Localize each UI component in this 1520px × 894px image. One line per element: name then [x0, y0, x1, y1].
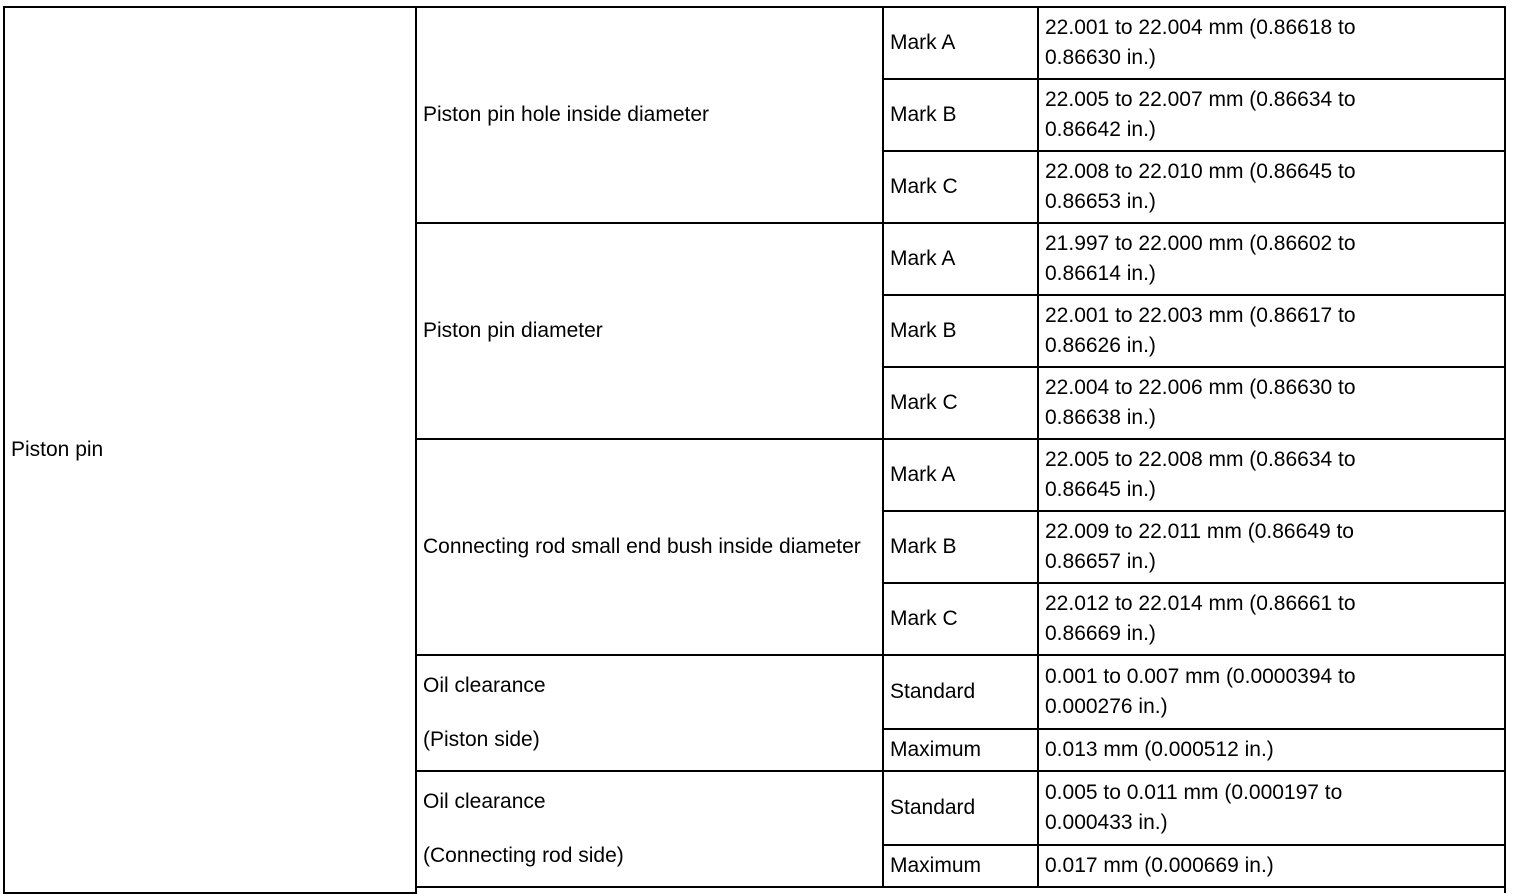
group-label: Piston pin [11, 438, 104, 461]
grade-label: Mark A [890, 247, 956, 270]
grade-label: Mark B [890, 319, 957, 342]
grade-cell [883, 439, 1038, 511]
section-label: Piston pin hole inside diameter [423, 103, 710, 126]
value-line: 0.86657 in.) [1045, 550, 1156, 573]
grade-cell [883, 367, 1038, 439]
value-cell [1038, 845, 1505, 887]
value-cell [1038, 79, 1505, 151]
grade-label: Maximum [890, 854, 982, 877]
value-line: 22.005 to 22.007 mm (0.86634 to [1045, 88, 1356, 111]
value-line: 0.000276 in.) [1045, 695, 1168, 718]
value-cell [1038, 771, 1505, 845]
value-cell [1038, 151, 1505, 223]
value-line: 0.86653 in.) [1045, 190, 1156, 213]
value-line: 0.86626 in.) [1045, 334, 1156, 357]
spacer [423, 701, 876, 725]
section-cell-pin-diameter [416, 223, 883, 439]
grade-label: Standard [890, 680, 976, 703]
group-cell-piston-pin [4, 7, 416, 893]
value-line: 22.001 to 22.003 mm (0.86617 to [1045, 304, 1356, 327]
continuation-cell [416, 887, 1505, 893]
value-cell [1038, 223, 1505, 295]
section-cell-pin-hole-diameter [416, 7, 883, 223]
grade-cell [883, 151, 1038, 223]
value-line: 22.009 to 22.011 mm (0.86649 to [1045, 520, 1354, 543]
section-sublabel: (Connecting rod side) [423, 844, 624, 867]
value-line: 0.005 to 0.011 mm (0.000197 to [1045, 781, 1343, 804]
table-row [4, 7, 1505, 79]
grade-cell [883, 223, 1038, 295]
value-line: 0.86614 in.) [1045, 262, 1156, 285]
section-label: Oil clearance [423, 790, 546, 813]
value-cell [1038, 655, 1505, 729]
spacer [423, 817, 876, 841]
piston-pin-spec-table [3, 6, 1506, 894]
grade-label: Mark C [890, 391, 958, 414]
grade-cell [883, 295, 1038, 367]
value-line: 22.001 to 22.004 mm (0.86618 to [1045, 16, 1356, 39]
value-cell [1038, 295, 1505, 367]
value-line: 22.005 to 22.008 mm (0.86634 to [1045, 448, 1356, 471]
grade-label: Mark A [890, 31, 956, 54]
grade-cell [883, 845, 1038, 887]
section-sublabel: (Piston side) [423, 728, 540, 751]
grade-cell [883, 771, 1038, 845]
value-cell [1038, 583, 1505, 655]
grade-cell [883, 655, 1038, 729]
value-cell [1038, 7, 1505, 79]
grade-label: Mark C [890, 607, 958, 630]
value-line: 21.997 to 22.000 mm (0.86602 to [1045, 232, 1356, 255]
value-line: 22.004 to 22.006 mm (0.86630 to [1045, 376, 1356, 399]
grade-label: Mark A [890, 463, 956, 486]
grade-cell [883, 583, 1038, 655]
grade-cell [883, 79, 1038, 151]
grade-label: Mark C [890, 175, 958, 198]
value-line: 22.012 to 22.014 mm (0.86661 to [1045, 592, 1356, 615]
value-line: 0.013 mm (0.000512 in.) [1045, 738, 1274, 761]
grade-label: Mark B [890, 535, 957, 558]
value-line: 0.86645 in.) [1045, 478, 1156, 501]
value-cell [1038, 729, 1505, 771]
section-label: Connecting rod small end bush inside diameter [423, 535, 861, 558]
section-cell-oil-clearance-piston [416, 655, 883, 771]
section-cell-bush-diameter [416, 439, 883, 655]
value-line: 0.86642 in.) [1045, 118, 1156, 141]
grade-cell [883, 729, 1038, 771]
section-label: Piston pin diameter [423, 319, 603, 342]
value-cell [1038, 511, 1505, 583]
value-cell [1038, 367, 1505, 439]
value-line: 0.86638 in.) [1045, 406, 1156, 429]
value-cell [1038, 439, 1505, 511]
grade-label: Mark B [890, 103, 957, 126]
grade-label: Standard [890, 796, 976, 819]
value-line: 0.000433 in.) [1045, 811, 1168, 834]
value-line: 0.001 to 0.007 mm (0.0000394 to [1045, 665, 1356, 688]
grade-cell [883, 511, 1038, 583]
value-line: 0.86630 in.) [1045, 46, 1156, 69]
value-line: 0.86669 in.) [1045, 622, 1156, 645]
section-label: Oil clearance [423, 674, 546, 697]
grade-cell [883, 7, 1038, 79]
value-line: 22.008 to 22.010 mm (0.86645 to [1045, 160, 1356, 183]
section-cell-oil-clearance-rod [416, 771, 883, 887]
grade-label: Maximum [890, 738, 982, 761]
value-line: 0.017 mm (0.000669 in.) [1045, 854, 1274, 877]
